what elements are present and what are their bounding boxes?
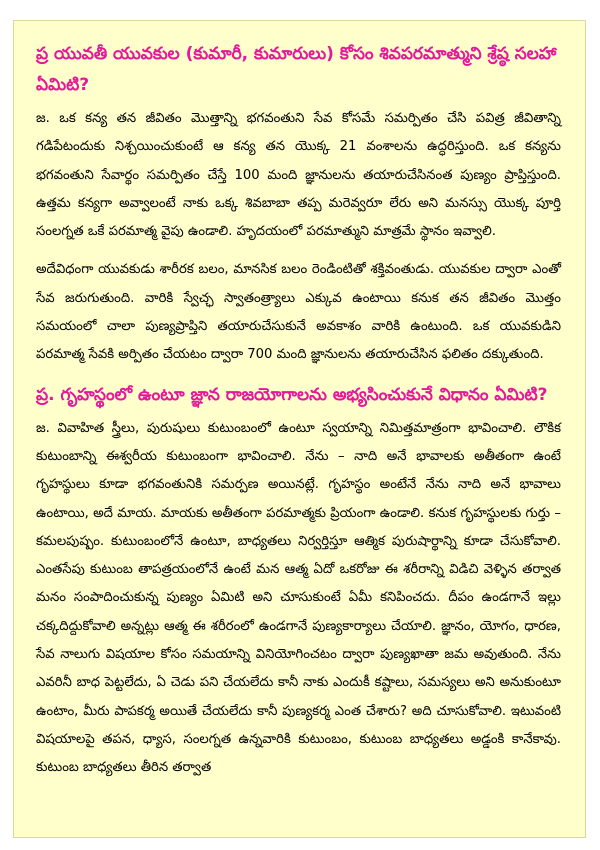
answer-youth-advice-yuvakudu: అదేవిధంగా యువకుడు శారీరక బలం, మానసిక బలం రెండింటితో శక్తివంతుడు. యువకుల ద్వారా ఎంతో సేవ జరుగుతుంది. వారికి స్వేచ్ఛ స్వాతంత్ర్యాలు ఎక్కువ ఉంటాయి కనుక తన జీవితం మొత్తం సమయంలో చాలా పుణ్యప్రాప్తిని తయారుచేసుకునే అవకాశం వారికి ఉంటుంది. ఒక యువకుడిని పరమాత్మ సేవకి అర్పితం చేయటం ద్వారా 700 మంది జ్ఞానులను తయారుచేసిన ఫలితం దక్కుతుంది. bbox=[36, 262, 561, 363]
question-youth-advice: ప్ర యువతీ యువకుల (కుమారీ, కుమారులు) కోసం శివపరమాత్ముని శ్రేష్ఠ సలహా ఏమిటి? bbox=[36, 44, 557, 95]
document-page bbox=[13, 20, 586, 838]
question-householder-practice: ప్ర. గృహస్థంలో ఉంటూ జ్ఞాన రాజయోగాలను అభ్యసించుకునే విధానం ఏమిటి? bbox=[36, 384, 548, 405]
answer-youth-advice-kanya: జ. ఒక కన్య తన జీవితం మొత్తాన్ని భగవంతుని సేవ కోసమే సమర్పితం చేసి పవిత్ర జీవితాన్ని గడిపేటందుకు నిశ్చయించుకుంటే ఆ కన్య తన యొక్క 21 వంశాలను ఉద్ధరిస్తుంది. ఒక కన్యను భగవంతుని సేవార్థం సమర్పితం చేస్తే 100 మంది జ్ఞానులను తయారుచేసినంత పుణ్యం ప్రాప్తిస్తుంది. ఉత్తమ కన్యగా అవ్వాలంటే నాకు ఒక్క శివబాబా తప్ప మరెవ్వరూ లేరు అని మనస్సు యొక్క పూర్తి సంలగ్నత ఒకే పరమాత్మ వైపు ఉండాలి. హృదయంలో పరమాత్ముని మాత్రమే స్థానం ఇవ్వాలి. bbox=[36, 111, 561, 240]
answer-householder-practice: జ. వివాహిత స్త్రీలు, పురుషులు కుటుంబంలో ఉంటూ స్వయాన్ని నిమిత్తమాత్రంగా భావించాలి. లౌకిక కుటుంబాన్ని ఈశ్వరీయ కుటుంబంగా భావించాలి. నేను – నాది అనే భావాలకు అతీతంగా ఉంటే గృహస్థులు కూడా భగవంతునికి సమర్పణ అయినట్లే. గృహస్థం అంటేనే నేను నాది అనే భావాలు ఉంటాయి, అదే మాయ. మాయకు అతీతంగా పరమాత్మకు ప్రియంగా ఉండాలి. కనుక గృహస్థులకు గుర్తు – కమలపుష్పం. కుటుంబంలోనే ఉంటూ, బాధ్యతలు నిర్వర్తిస్తూ ఆత్మిక పురుషార్థాన్ని కూడా చేసుకోవాలి. ఎంతసేపు కుటుంబ తాపత్రయంలోనే ఉంటే మన ఆత్మ ఏదో ఒకరోజు ఈ శరీరాన్ని విడిచి వెళ్ళిన తర్వాత మనం సంపాదించుకున్న పుణ్యం ఏమిటి అని చూసుకుంటే ఏమీ కనిపించదు. దీపం ఉండగానే ఇల్లు చక్కదిద్దుకోవాలి అన్నట్లు ఆత్మ ఈ శరీరంలో ఉండగానే పుణ్యకార్యాలు చేయాలి. జ్ఞానం, యోగం, ధారణ, సేవ నాలుగు విషయాల కోసం సమయాన్ని వినియోగించటం ద్వారా పుణ్యఖాతా జమ అవుతుంది. నేను ఎవరినీ బాధ పెట్టలేదు, ఏ చెడు పని చేయలేదు కానీ నాకు ఎందుకీ కష్టాలు, సమస్యలు అని అనుకుంటూ ఉంటాం, మీరు పాపకర్మ అయితే చేయలేదు కానీ పుణ్యకర్మ ఎంత చేశారు? అది చూసుకోవాలి. ఇటువంటి విషయాలపై తపన, ధ్యాస, సంలగ్నత ఉన్నవారికి కుటుంబం, కుటుంబ బాధ్యతలు అడ్డంకి కానేకావు. కుటుంబ బాధ్యతలు తీరిన తర్వాత bbox=[36, 420, 561, 776]
